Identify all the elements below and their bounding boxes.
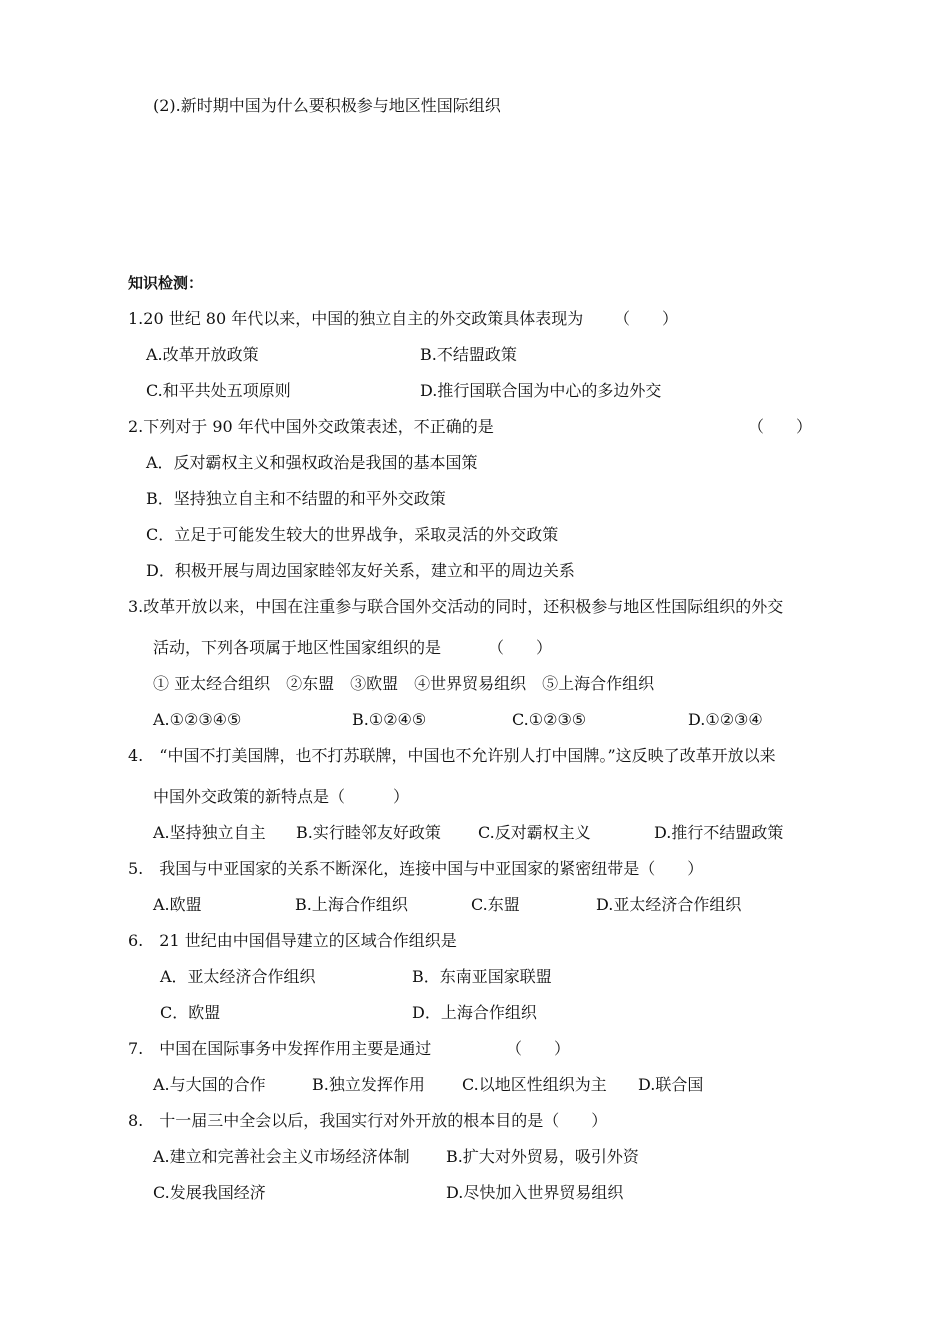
- question-8-option-c: C.发展我国经济: [153, 1183, 266, 1202]
- question-6-option-a: A．亚太经济合作组织: [160, 967, 316, 986]
- question-3-stem: 3.改革开放以来，中国在注重参与联合国外交活动的同时，还积极参与地区性国际组织的外交: [128, 597, 784, 616]
- question-2-option-b: B．坚持独立自主和不结盟的和平外交政策: [146, 489, 446, 508]
- question-3-option-c: C.①②③⑤: [512, 710, 587, 729]
- question-4-stem: 4. “中国不打美国牌，也不打苏联牌，中国也不允许别人打中国牌。”这反映了改革开放以来: [128, 746, 776, 765]
- question-4-option-a: A.坚持独立自主: [153, 823, 266, 842]
- question-4-option-c: C.反对霸权主义: [478, 823, 591, 842]
- question-1-option-b: B.不结盟政策: [420, 345, 517, 364]
- sub-question: (2).新时期中国为什么要积极参与地区性国际组织: [153, 96, 501, 115]
- question-2-stem: 2.下列对于 90 年代中国外交政策表述，不正确的是: [128, 417, 494, 436]
- question-1-option-c: C.和平共处五项原则: [146, 381, 291, 400]
- question-4-stem-cont: 中国外交政策的新特点是（ ）: [153, 787, 410, 806]
- question-3-paren: （ ）: [488, 638, 553, 657]
- question-7-option-b: B.独立发挥作用: [312, 1075, 425, 1094]
- question-1-option-a: A.改革开放政策: [146, 345, 259, 364]
- question-8-option-a: A.建立和完善社会主义市场经济体制: [153, 1147, 410, 1166]
- question-8-stem: 8. 十一届三中全会以后，我国实行对外开放的根本目的是（ ）: [128, 1111, 608, 1130]
- question-7-option-d: D.联合国: [638, 1075, 704, 1094]
- question-5-stem: 5. 我国与中亚国家的关系不断深化，连接中国与中亚国家的紧密纽带是（ ）: [128, 859, 704, 878]
- question-3-option-b: B.①②④⑤: [352, 710, 427, 729]
- question-7-paren: （ ）: [506, 1039, 571, 1058]
- question-8-option-b: B.扩大对外贸易，吸引外资: [446, 1147, 639, 1166]
- question-5-option-c: C.东盟: [471, 895, 520, 914]
- question-4-option-b: B.实行睦邻友好政策: [296, 823, 441, 842]
- question-5-option-d: D.亚太经济合作组织: [596, 895, 742, 914]
- question-7-option-c: C.以地区性组织为主: [462, 1075, 607, 1094]
- question-2-option-a: A．反对霸权主义和强权政治是我国的基本国策: [146, 453, 478, 472]
- question-2-option-d: D．积极开展与周边国家睦邻友好关系，建立和平的周边关系: [146, 561, 575, 580]
- question-3-stem-cont: 活动，下列各项属于地区性国家组织的是: [153, 638, 442, 657]
- question-2-paren: （ ）: [748, 417, 813, 436]
- question-3-items: ① 亚太经合组织 ②东盟 ③欧盟 ④世界贸易组织 ⑤上海合作组织: [153, 674, 655, 693]
- question-6-option-b: B．东南亚国家联盟: [412, 967, 552, 986]
- question-1-option-d: D.推行国联合国为中心的多边外交: [420, 381, 662, 400]
- question-8-option-d: D.尽快加入世界贸易组织: [446, 1183, 624, 1202]
- question-2-option-c: C．立足于可能发生较大的世界战争，采取灵活的外交政策: [146, 525, 559, 544]
- question-6-stem: 6. 21 世纪由中国倡导建立的区域合作组织是: [128, 931, 457, 950]
- question-7-stem: 7. 中国在国际事务中发挥作用主要是通过: [128, 1039, 432, 1058]
- question-1-paren: （ ）: [614, 309, 679, 328]
- question-5-option-a: A.欧盟: [153, 895, 202, 914]
- question-4-option-d: D.推行不结盟政策: [654, 823, 784, 842]
- question-6-option-c: C．欧盟: [160, 1003, 221, 1022]
- question-1-stem: 1.20 世纪 80 年代以来，中国的独立自主的外交政策具体表现为: [128, 309, 584, 328]
- section-title: 知识检测：: [128, 274, 204, 292]
- question-3-option-d: D.①②③④: [688, 710, 763, 729]
- question-6-option-d: D．上海合作组织: [412, 1003, 537, 1022]
- question-5-option-b: B.上海合作组织: [295, 895, 408, 914]
- question-3-option-a: A.①②③④⑤: [153, 710, 242, 729]
- question-7-option-a: A.与大国的合作: [153, 1075, 266, 1094]
